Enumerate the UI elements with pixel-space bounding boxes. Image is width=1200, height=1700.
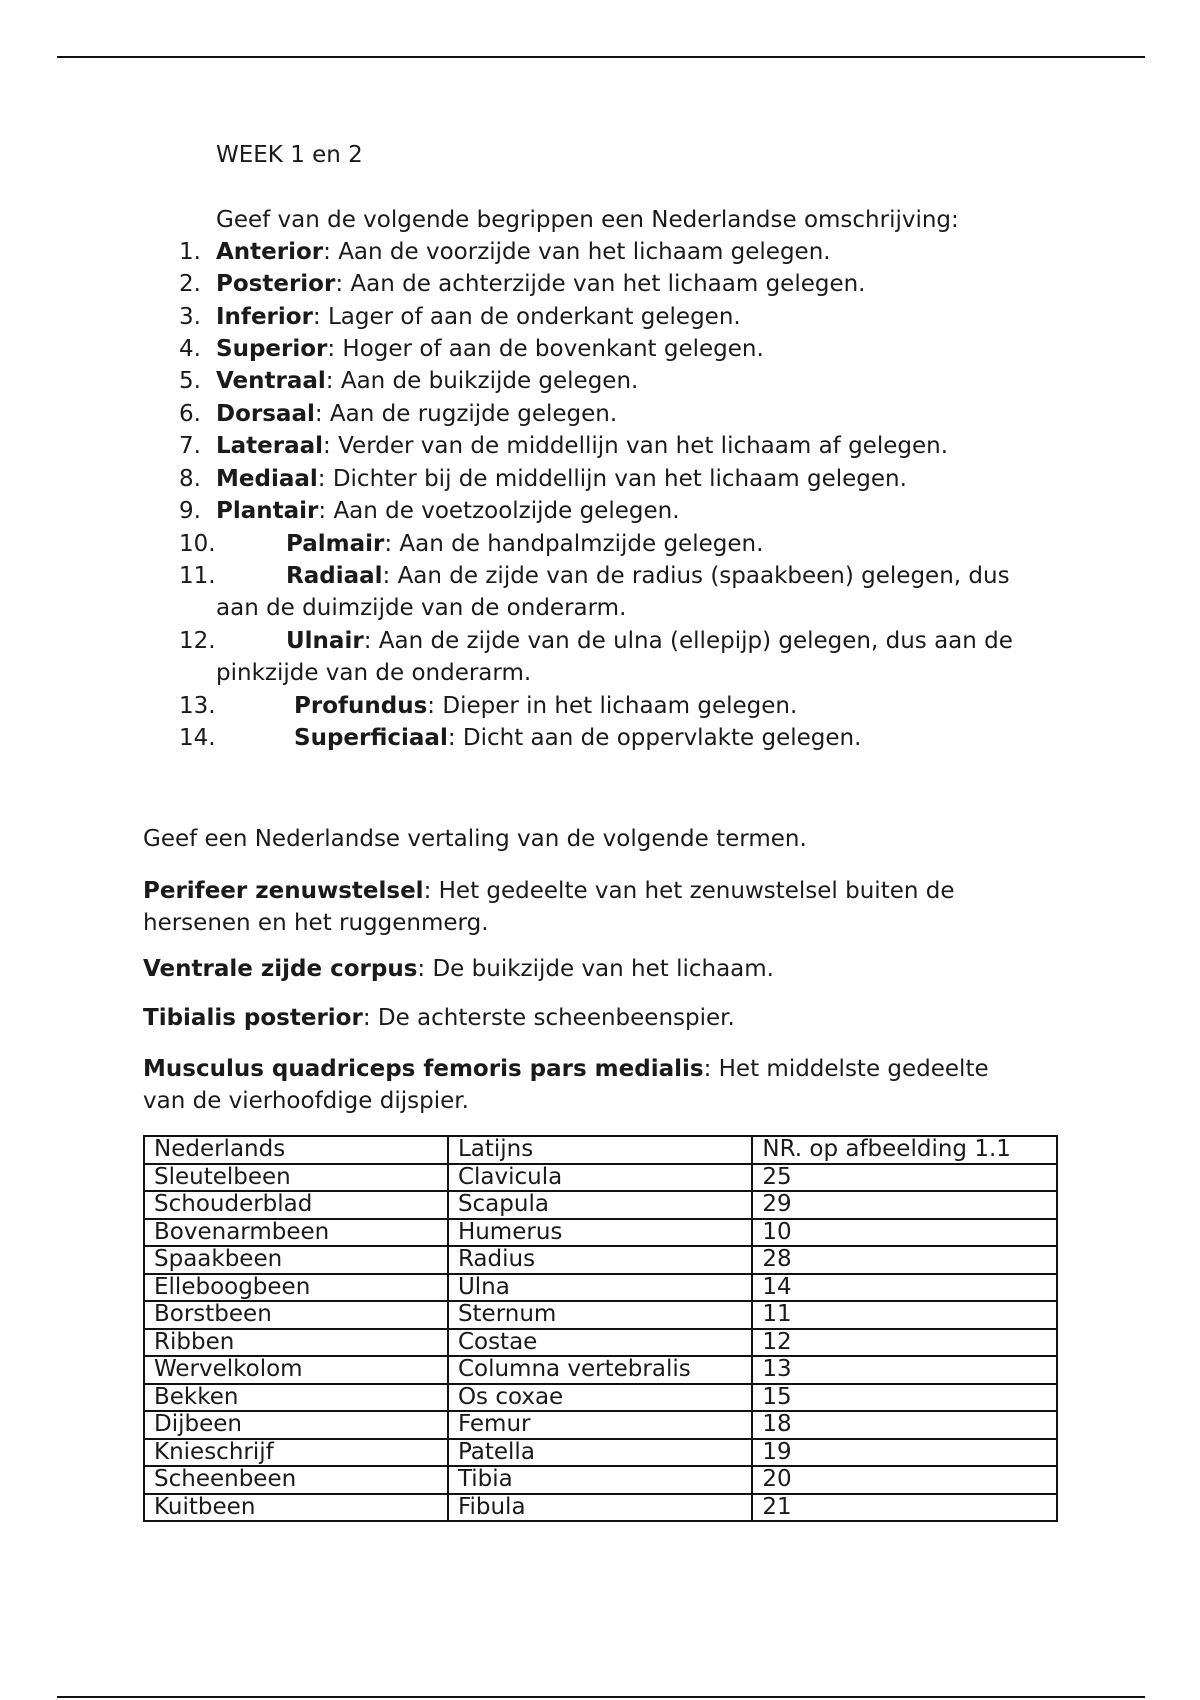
table-cell: 11 [752,1301,1057,1329]
table-cell: Knieschrijf [144,1439,448,1467]
week-title: WEEK 1 en 2 [216,142,363,168]
list-term: Radiaal [286,563,383,589]
table-row [144,1274,1057,1302]
table-cell: Bovenarmbeen [144,1219,448,1247]
header-rule [57,56,1145,58]
table-cell: 25 [752,1164,1057,1192]
table-cell: Borstbeen [144,1301,448,1329]
table-cell: Ulna [448,1274,752,1302]
table-cell: 21 [752,1494,1057,1522]
table-cell: 18 [752,1411,1057,1439]
definition-entry: Perifeer zenuwstelsel: Het gedeelte van het zenuwstelsel buiten de hersenen en het ruggenmerg. [143,878,955,936]
table-cell: Columna vertebralis [448,1356,752,1384]
definition-term: Musculus quadriceps femoris pars medialis [143,1056,704,1082]
list-term: Posterior [216,271,336,297]
table-cell: Tibia [448,1466,752,1494]
table-cell: Sleutelbeen [144,1164,448,1192]
table-cell: 13 [752,1356,1057,1384]
table-row [144,1164,1057,1192]
table-row [144,1494,1057,1522]
list-term: Ulnair [286,628,364,654]
table-header-cell: Latijns [448,1136,752,1164]
table-header-cell: NR. op afbeelding 1.1 [752,1136,1057,1164]
table-header-row [144,1136,1057,1164]
list-term: Plantair [216,498,319,524]
table-header-cell: Nederlands [144,1136,448,1164]
list-term: Mediaal [216,466,318,492]
table-cell: Sternum [448,1301,752,1329]
table-cell: Costae [448,1329,752,1357]
list-term: Lateraal [216,433,324,459]
table-cell: Fibula [448,1494,752,1522]
table-cell: Schouderblad [144,1191,448,1219]
table-row [144,1439,1057,1467]
table-cell: Scheenbeen [144,1466,448,1494]
table-row [144,1466,1057,1494]
list-term: Superficiaal [294,725,448,751]
table-row [144,1301,1057,1329]
list-term: Inferior [216,304,313,330]
table-row [144,1356,1057,1384]
table-cell: 10 [752,1219,1057,1247]
table-cell: Ribben [144,1329,448,1357]
table-cell: 14 [752,1274,1057,1302]
table-row [144,1191,1057,1219]
bones-table [143,1135,1058,1522]
table-cell: Humerus [448,1219,752,1247]
table-row [144,1411,1057,1439]
list-term: Profundus [294,693,428,719]
table-cell: Os coxae [448,1384,752,1412]
list-term: Superior [216,336,328,362]
definition-entry: Musculus quadriceps femoris pars medialis: Het middelste gedeelte van de vierhoofdige dijspier. [143,1056,989,1114]
table-cell: 20 [752,1466,1057,1494]
table-row [144,1329,1057,1357]
table-row [144,1246,1057,1274]
table-cell: 15 [752,1384,1057,1412]
table-cell: Clavicula [448,1164,752,1192]
table-row [144,1384,1057,1412]
list-term: Ventraal [216,368,326,394]
table-cell: 12 [752,1329,1057,1357]
definition-term: Perifeer zenuwstelsel [143,878,424,904]
table-row [144,1219,1057,1247]
list-term: Palmair [286,531,385,557]
footer-rule [57,1696,1145,1698]
definition-term: Tibialis posterior [143,1005,363,1031]
list-term: Dorsaal [216,401,315,427]
definition-entry: Tibialis posterior: De achterste scheenbeenspier. [143,1005,735,1031]
table-cell: Spaakbeen [144,1246,448,1274]
table-cell: Radius [448,1246,752,1274]
list-term: Anterior [216,239,324,265]
table-cell: Dijbeen [144,1411,448,1439]
table-cell: Wervelkolom [144,1356,448,1384]
table-cell: Patella [448,1439,752,1467]
table-cell: Bekken [144,1384,448,1412]
table-cell: Scapula [448,1191,752,1219]
table-cell: Femur [448,1411,752,1439]
table-cell: 28 [752,1246,1057,1274]
table-cell: Kuitbeen [144,1494,448,1522]
definition-term: Ventrale zijde corpus [143,956,418,982]
table-cell: 19 [752,1439,1057,1467]
table-cell: Elleboogbeen [144,1274,448,1302]
section2-intro: Geef een Nederlandse vertaling van de volgende termen. [143,826,807,852]
definition-entry: Ventrale zijde corpus: De buikzijde van het lichaam. [143,956,774,982]
table-cell: 29 [752,1191,1057,1219]
section1-intro: Geef van de volgende begrippen een Nederlandse omschrijving: [216,207,959,233]
